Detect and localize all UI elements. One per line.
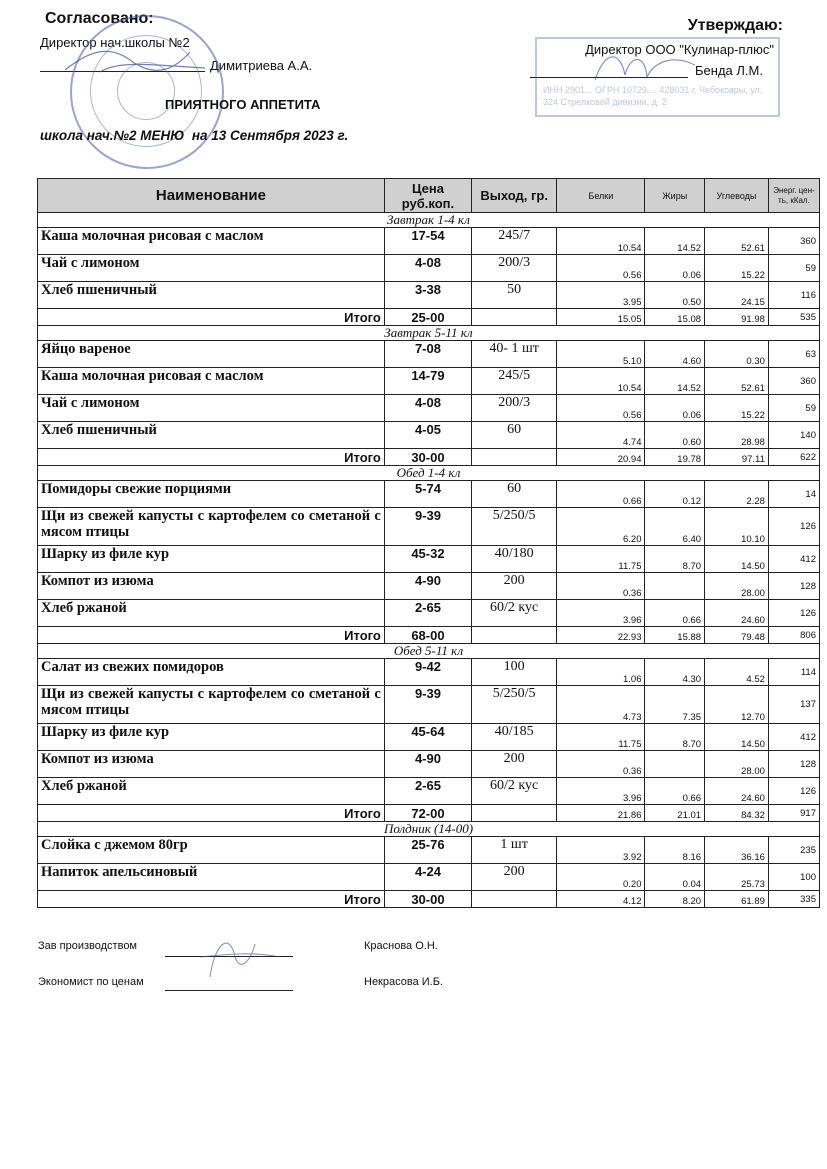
confirm-title: Утверждаю: [687, 17, 783, 34]
item-yield: 245/7 [472, 228, 557, 255]
item-proteins: 3.95 [557, 282, 645, 309]
footer-name-2: Некрасова И.Б. [364, 976, 443, 988]
item-proteins: 0.56 [557, 255, 645, 282]
menu-item-row [38, 368, 820, 395]
right-position: Директор ООО "Кулинар-плюс" [585, 42, 774, 57]
item-fats: 4.30 [645, 659, 705, 686]
item-fats: 0.04 [645, 864, 705, 891]
item-yield: 60/2 кус [472, 600, 557, 627]
item-carbs: 25.73 [705, 864, 769, 891]
item-price: 4-05 [384, 422, 471, 449]
total-proteins: 20.94 [557, 449, 645, 466]
col-energy: Энерг. цен-ть, кКал. [768, 179, 819, 213]
total-label: Итого [38, 627, 385, 644]
item-fats: 6.40 [645, 508, 705, 546]
item-name: Щи из свежей капусты с картофелем со сметаной с мясом птицы [38, 508, 385, 546]
total-fats: 21.01 [645, 805, 705, 822]
item-fats: 14.52 [645, 228, 705, 255]
item-name: Слойка с джемом 80гр [38, 837, 385, 864]
item-price: 9-42 [384, 659, 471, 686]
item-price: 17-54 [384, 228, 471, 255]
item-proteins: 11.75 [557, 724, 645, 751]
item-energy: 59 [768, 255, 819, 282]
menu-table [37, 178, 820, 908]
item-price: 9-39 [384, 686, 471, 724]
total-proteins: 22.93 [557, 627, 645, 644]
footer-signature-icon [190, 932, 280, 982]
item-name: Компот из изюма [38, 573, 385, 600]
total-fats: 15.08 [645, 309, 705, 326]
item-proteins: 4.74 [557, 422, 645, 449]
item-fats: 0.66 [645, 600, 705, 627]
menu-item-row [38, 546, 820, 573]
total-proteins: 4.12 [557, 891, 645, 908]
section-title: Полдник (14-00) [38, 822, 820, 837]
item-fats: 8.70 [645, 546, 705, 573]
item-energy: 128 [768, 751, 819, 778]
item-carbs: 0.30 [705, 341, 769, 368]
item-yield: 100 [472, 659, 557, 686]
menu-item-row [38, 659, 820, 686]
menu-item-row [38, 778, 820, 805]
menu-item-row [38, 481, 820, 508]
stamp-text: ИНН 2901... ОГРН 10729.... 428031 г. Чебоксары, ул. 324 Стрелковой дивизии, д. 2 [543, 85, 763, 107]
section-row [38, 822, 820, 837]
item-proteins: 11.75 [557, 546, 645, 573]
menu-body [38, 213, 820, 908]
item-proteins: 6.20 [557, 508, 645, 546]
item-carbs: 14.50 [705, 546, 769, 573]
total-proteins: 15.05 [557, 309, 645, 326]
item-energy: 100 [768, 864, 819, 891]
total-label: Итого [38, 309, 385, 326]
item-carbs: 4.52 [705, 659, 769, 686]
total-proteins: 21.86 [557, 805, 645, 822]
item-carbs: 10.10 [705, 508, 769, 546]
total-yield-empty [472, 449, 557, 466]
total-carbs: 79.48 [705, 627, 769, 644]
total-yield-empty [472, 309, 557, 326]
item-yield: 200/3 [472, 255, 557, 282]
total-energy: 535 [768, 309, 819, 326]
section-title: Обед 5-11 кл [38, 644, 820, 659]
item-carbs: 52.61 [705, 368, 769, 395]
col-fats: Жиры [645, 179, 705, 213]
item-carbs: 24.15 [705, 282, 769, 309]
left-position: Директор нач.школы №2 [40, 35, 190, 50]
section-title: Завтрак 1-4 кл [38, 213, 820, 228]
section-row [38, 644, 820, 659]
item-price: 4-08 [384, 395, 471, 422]
item-yield: 245/5 [472, 368, 557, 395]
total-row [38, 891, 820, 908]
item-energy: 116 [768, 282, 819, 309]
item-price: 14-79 [384, 368, 471, 395]
item-price: 2-65 [384, 600, 471, 627]
item-fats: 8.70 [645, 724, 705, 751]
footer-name-1: Краснова О.Н. [364, 940, 438, 952]
item-name: Хлеб пшеничный [38, 422, 385, 449]
item-yield: 60 [472, 481, 557, 508]
item-yield: 5/250/5 [472, 686, 557, 724]
greeting: ПРИЯТНОГО АППЕТИТА [165, 97, 321, 112]
item-energy: 412 [768, 546, 819, 573]
total-price: 25-00 [384, 309, 471, 326]
total-row [38, 449, 820, 466]
item-name: Хлеб ржаной [38, 778, 385, 805]
item-fats: 0.66 [645, 778, 705, 805]
item-carbs: 24.60 [705, 600, 769, 627]
header-row [38, 179, 820, 213]
item-proteins: 3.96 [557, 778, 645, 805]
total-row [38, 309, 820, 326]
item-carbs: 28.98 [705, 422, 769, 449]
right-signature-icon [585, 45, 705, 90]
total-carbs: 84.32 [705, 805, 769, 822]
item-carbs: 15.22 [705, 255, 769, 282]
col-carbs: Углеводы [705, 179, 769, 213]
total-fats: 15.88 [645, 627, 705, 644]
menu-item-row [38, 837, 820, 864]
item-price: 4-08 [384, 255, 471, 282]
total-label: Итого [38, 449, 385, 466]
item-name: Салат из свежих помидоров [38, 659, 385, 686]
menu-item-row [38, 724, 820, 751]
item-proteins: 10.54 [557, 228, 645, 255]
menu-item-row [38, 686, 820, 724]
item-name: Яйцо вареное [38, 341, 385, 368]
total-carbs: 61.89 [705, 891, 769, 908]
col-proteins: Белки [557, 179, 645, 213]
item-proteins: 1.06 [557, 659, 645, 686]
total-energy: 806 [768, 627, 819, 644]
item-fats: 8.16 [645, 837, 705, 864]
item-yield: 200 [472, 751, 557, 778]
item-price: 7-08 [384, 341, 471, 368]
footer-role-1: Зав производством [38, 940, 137, 952]
item-proteins: 3.96 [557, 600, 645, 627]
menu-item-row [38, 422, 820, 449]
item-yield: 40/185 [472, 724, 557, 751]
item-fats: 7.35 [645, 686, 705, 724]
menu-item-row [38, 573, 820, 600]
item-energy: 128 [768, 573, 819, 600]
menu-item-row [38, 341, 820, 368]
menu-title: школа нач.№2 МЕНЮ на 13 Сентября 2023 г. [40, 128, 349, 143]
section-row [38, 326, 820, 341]
item-energy: 360 [768, 368, 819, 395]
col-name: Наименование [38, 179, 385, 213]
item-name: Щи из свежей капусты с картофелем со сметаной с мясом птицы [38, 686, 385, 724]
menu-item-row [38, 395, 820, 422]
item-energy: 14 [768, 481, 819, 508]
item-energy: 63 [768, 341, 819, 368]
item-yield: 1 шт [472, 837, 557, 864]
left-signature-icon [60, 40, 210, 80]
item-proteins: 0.20 [557, 864, 645, 891]
menu-item-row [38, 255, 820, 282]
item-carbs: 28.00 [705, 751, 769, 778]
item-price: 45-32 [384, 546, 471, 573]
round-stamp [70, 15, 224, 169]
item-carbs: 14.50 [705, 724, 769, 751]
section-row [38, 466, 820, 481]
total-energy: 622 [768, 449, 819, 466]
item-name: Шарку из филе кур [38, 546, 385, 573]
item-yield: 60 [472, 422, 557, 449]
item-name: Компот из изюма [38, 751, 385, 778]
item-name: Хлеб пшеничный [38, 282, 385, 309]
item-proteins: 0.66 [557, 481, 645, 508]
item-price: 4-24 [384, 864, 471, 891]
item-yield: 200/3 [472, 395, 557, 422]
menu-item-row [38, 751, 820, 778]
item-carbs: 52.61 [705, 228, 769, 255]
total-label: Итого [38, 805, 385, 822]
total-price: 30-00 [384, 891, 471, 908]
item-yield: 200 [472, 573, 557, 600]
item-proteins: 0.36 [557, 573, 645, 600]
item-energy: 126 [768, 600, 819, 627]
item-name: Хлеб ржаной [38, 600, 385, 627]
total-yield-empty [472, 627, 557, 644]
item-price: 2-65 [384, 778, 471, 805]
item-fats: 14.52 [645, 368, 705, 395]
col-price: Цена руб.коп. [384, 179, 471, 213]
item-carbs: 2.28 [705, 481, 769, 508]
menu-item-row [38, 864, 820, 891]
total-yield-empty [472, 805, 557, 822]
item-fats: 4.60 [645, 341, 705, 368]
item-fats [645, 751, 705, 778]
item-yield: 40- 1 шт [472, 341, 557, 368]
item-name: Чай с лимоном [38, 255, 385, 282]
total-energy: 917 [768, 805, 819, 822]
item-price: 45-64 [384, 724, 471, 751]
section-row [38, 213, 820, 228]
left-signer-name: Димитриева А.А. [210, 58, 313, 73]
item-name: Напиток апельсиновый [38, 864, 385, 891]
total-yield-empty [472, 891, 557, 908]
total-row [38, 627, 820, 644]
total-carbs: 97.11 [705, 449, 769, 466]
total-price: 30-00 [384, 449, 471, 466]
item-proteins: 5.10 [557, 341, 645, 368]
item-proteins: 3.92 [557, 837, 645, 864]
item-energy: 412 [768, 724, 819, 751]
item-fats: 0.12 [645, 481, 705, 508]
item-carbs: 36.16 [705, 837, 769, 864]
item-energy: 360 [768, 228, 819, 255]
item-yield: 60/2 кус [472, 778, 557, 805]
menu-item-row [38, 508, 820, 546]
total-fats: 8.20 [645, 891, 705, 908]
approved-title: Согласовано: [45, 10, 154, 27]
item-name: Чай с лимоном [38, 395, 385, 422]
item-fats [645, 573, 705, 600]
item-carbs: 24.60 [705, 778, 769, 805]
total-price: 68-00 [384, 627, 471, 644]
right-signer-name: Бенда Л.М. [695, 63, 763, 78]
item-proteins: 10.54 [557, 368, 645, 395]
item-carbs: 12.70 [705, 686, 769, 724]
item-fats: 0.60 [645, 422, 705, 449]
item-price: 25-76 [384, 837, 471, 864]
item-energy: 126 [768, 508, 819, 546]
footer-role-2: Экономист по ценам [38, 976, 144, 988]
item-fats: 0.06 [645, 255, 705, 282]
item-price: 4-90 [384, 573, 471, 600]
item-name: Помидоры свежие порциями [38, 481, 385, 508]
item-energy: 140 [768, 422, 819, 449]
total-price: 72-00 [384, 805, 471, 822]
item-energy: 137 [768, 686, 819, 724]
menu-item-row [38, 600, 820, 627]
item-proteins: 0.36 [557, 751, 645, 778]
section-title: Завтрак 5-11 кл [38, 326, 820, 341]
total-row [38, 805, 820, 822]
item-fats: 0.50 [645, 282, 705, 309]
item-proteins: 0.56 [557, 395, 645, 422]
item-yield: 50 [472, 282, 557, 309]
item-proteins: 4.73 [557, 686, 645, 724]
item-carbs: 28.00 [705, 573, 769, 600]
total-fats: 19.78 [645, 449, 705, 466]
item-price: 5-74 [384, 481, 471, 508]
item-name: Каша молочная рисовая с маслом [38, 368, 385, 395]
total-carbs: 91.98 [705, 309, 769, 326]
item-name: Шарку из филе кур [38, 724, 385, 751]
item-price: 3-38 [384, 282, 471, 309]
item-energy: 235 [768, 837, 819, 864]
item-yield: 200 [472, 864, 557, 891]
item-price: 9-39 [384, 508, 471, 546]
item-yield: 40/180 [472, 546, 557, 573]
item-carbs: 15.22 [705, 395, 769, 422]
menu-item-row [38, 282, 820, 309]
total-energy: 335 [768, 891, 819, 908]
item-energy: 126 [768, 778, 819, 805]
total-label: Итого [38, 891, 385, 908]
section-title: Обед 1-4 кл [38, 466, 820, 481]
menu-item-row [38, 228, 820, 255]
item-energy: 114 [768, 659, 819, 686]
footer-line-2 [165, 990, 293, 991]
item-price: 4-90 [384, 751, 471, 778]
item-energy: 59 [768, 395, 819, 422]
col-yield: Выход, гр. [472, 179, 557, 213]
item-fats: 0.06 [645, 395, 705, 422]
item-yield: 5/250/5 [472, 508, 557, 546]
item-name: Каша молочная рисовая с маслом [38, 228, 385, 255]
